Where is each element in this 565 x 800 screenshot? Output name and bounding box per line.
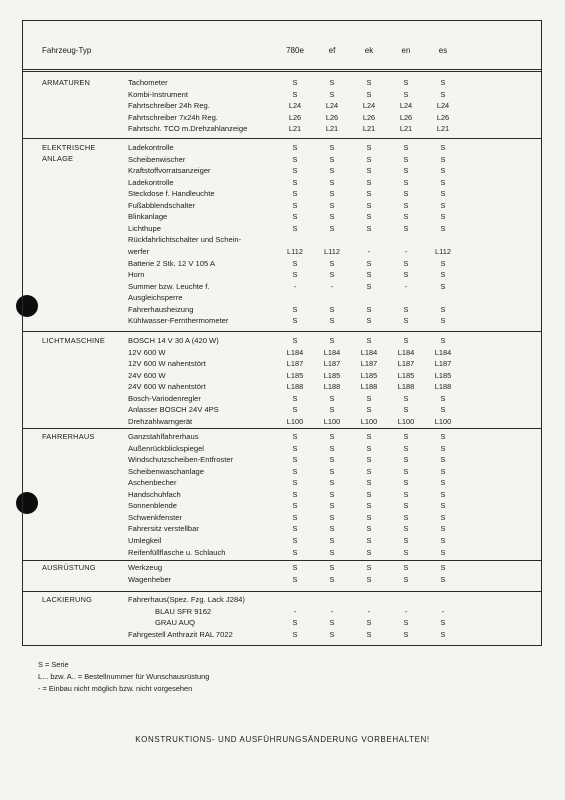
cell-value: S <box>440 258 446 268</box>
row-label: Bosch-Variodenregler <box>128 393 201 403</box>
cell-value: S <box>440 166 446 176</box>
cell-value: S <box>329 535 335 545</box>
cell-value: L100 <box>360 416 378 426</box>
cell-value: S <box>292 432 298 441</box>
cell-value: S <box>292 618 298 628</box>
cell-value: S <box>403 189 409 199</box>
cell-value: S <box>403 524 409 534</box>
row-label: Wagenheber <box>128 574 172 584</box>
cell-value: S <box>329 200 335 210</box>
cell-value: L185 <box>286 370 304 380</box>
cell-value: S <box>403 200 409 210</box>
cell-value: L188 <box>434 382 452 392</box>
row-label: Fahrtschreiber 24h Reg. <box>128 101 210 111</box>
cell-value: L184 <box>323 347 341 357</box>
cell-value: S <box>366 512 372 522</box>
section-divider <box>22 591 542 592</box>
cell-value: S <box>292 189 298 199</box>
cell-value: S <box>440 524 446 534</box>
cell-value: S <box>366 618 372 628</box>
footer-note: KONSTRUKTIONS- UND AUSFÜHRUNGSÄNDERUNG VORBEHALTEN! <box>135 735 430 744</box>
cell-value: L112 <box>324 246 340 256</box>
row-label: Außenrückblickspiegel <box>128 443 204 453</box>
cell-value: L24 <box>288 101 302 111</box>
cell-value: S <box>292 78 298 87</box>
cell-value: S <box>329 618 335 628</box>
section-title: ELEKTRISCHE <box>42 143 96 152</box>
section-title: LACKIERUNG <box>42 595 93 604</box>
section-title: ARMATUREN <box>42 78 91 87</box>
cell-value: S <box>292 489 298 499</box>
cell-value: - <box>367 606 371 616</box>
cell-value: S <box>366 212 372 222</box>
section-divider <box>22 331 542 332</box>
cell-value: S <box>403 512 409 522</box>
cell-value: L26 <box>436 112 450 122</box>
cell-value: S <box>329 547 335 557</box>
cell-value: S <box>292 512 298 522</box>
cell-value: S <box>329 443 335 453</box>
cell-value: S <box>440 574 446 584</box>
cell-value: S <box>440 89 446 99</box>
section-title: ANLAGE <box>42 154 74 163</box>
cell-value: L24 <box>399 101 413 111</box>
cell-value: S <box>440 200 446 210</box>
cell-value: S <box>292 154 298 164</box>
cell-value: S <box>403 393 409 403</box>
cell-value: S <box>403 270 409 280</box>
cell-value: - <box>330 606 334 616</box>
cell-value: L24 <box>436 101 450 111</box>
row-label: Aschenbecher <box>128 478 177 488</box>
cell-value: S <box>403 78 409 87</box>
cell-value: S <box>366 501 372 511</box>
column-header: ek <box>364 46 374 55</box>
cell-value: S <box>440 316 446 326</box>
cell-value: S <box>329 89 335 99</box>
cell-value: S <box>329 212 335 222</box>
cell-value: S <box>366 489 372 499</box>
cell-value: S <box>292 316 298 326</box>
cell-value: S <box>440 618 446 628</box>
cell-value: S <box>329 143 335 152</box>
cell-value: S <box>366 223 372 233</box>
cell-value: S <box>440 177 446 187</box>
cell-value: S <box>403 258 409 268</box>
cell-value: S <box>403 535 409 545</box>
row-label: Kraftstoffvorratsanzeiger <box>128 166 211 176</box>
cell-value: S <box>403 405 409 415</box>
cell-value: L185 <box>434 370 452 380</box>
cell-value: S <box>440 143 446 152</box>
cell-value: S <box>440 432 446 441</box>
cell-value: S <box>292 405 298 415</box>
column-header: en <box>401 46 411 55</box>
row-label: Windschutzscheiben-Entfroster <box>128 455 234 465</box>
cell-value: S <box>403 501 409 511</box>
cell-value: S <box>403 443 409 453</box>
cell-value: S <box>440 154 446 164</box>
cell-value: S <box>403 478 409 488</box>
row-label: Lichthupe <box>128 223 161 233</box>
cell-value: S <box>440 466 446 476</box>
cell-value: L187 <box>286 359 304 369</box>
section-divider <box>22 560 542 561</box>
cell-value: S <box>292 270 298 280</box>
row-label: Scheibenwaschanlage <box>128 466 204 476</box>
row-label: 24V 600 W <box>128 370 166 380</box>
cell-value: S <box>366 563 372 572</box>
row-label: Rückfahrlichtschalter und Schein- <box>128 235 242 245</box>
row-label: Summer bzw. Leuchte f. <box>128 281 210 291</box>
row-label: Steckdose f. Handleuchte <box>128 189 215 199</box>
row-label: Handschuhfach <box>128 489 181 499</box>
cell-value: S <box>366 466 372 476</box>
cell-value: L187 <box>397 359 415 369</box>
cell-value: S <box>440 189 446 199</box>
cell-value: L21 <box>399 124 413 134</box>
cell-value: S <box>403 154 409 164</box>
row-label: Werkzeug <box>128 563 163 572</box>
cell-value: L100 <box>323 416 341 426</box>
cell-value: S <box>329 512 335 522</box>
cell-value: S <box>329 455 335 465</box>
cell-value: L100 <box>434 416 452 426</box>
cell-value: S <box>292 393 298 403</box>
cell-value: S <box>329 177 335 187</box>
cell-value: S <box>440 501 446 511</box>
cell-value: S <box>329 432 335 441</box>
cell-value: S <box>366 154 372 164</box>
cell-value: S <box>440 223 446 233</box>
cell-value: S <box>366 166 372 176</box>
row-label: Fahrtschreiber 7x24h Reg. <box>128 112 218 122</box>
cell-value: - <box>293 281 297 291</box>
row-label: Fußabblendschalter <box>128 200 196 210</box>
cell-value: S <box>366 547 372 557</box>
cell-value: L26 <box>362 112 376 122</box>
header-divider <box>22 69 542 72</box>
cell-value: S <box>440 336 446 345</box>
section-title: FAHRERHAUS <box>42 432 95 441</box>
cell-value: S <box>403 304 409 314</box>
cell-value: S <box>292 223 298 233</box>
cell-value: S <box>403 455 409 465</box>
cell-value: L187 <box>360 359 378 369</box>
cell-value: S <box>403 466 409 476</box>
cell-value: S <box>366 432 372 441</box>
cell-value: - <box>293 606 297 616</box>
cell-value: S <box>440 563 446 572</box>
cell-value: L184 <box>434 347 452 357</box>
cell-value: S <box>329 223 335 233</box>
cell-value: S <box>440 405 446 415</box>
cell-value: S <box>292 563 298 572</box>
cell-value: S <box>440 393 446 403</box>
cell-value: S <box>329 524 335 534</box>
cell-value: S <box>366 270 372 280</box>
cell-value: L188 <box>397 382 415 392</box>
cell-value: L188 <box>286 382 304 392</box>
cell-value: S <box>329 166 335 176</box>
cell-value: S <box>292 455 298 465</box>
row-label: Blinkanlage <box>128 212 168 222</box>
cell-value: S <box>292 524 298 534</box>
cell-value: L100 <box>286 416 304 426</box>
cell-value: L184 <box>397 347 415 357</box>
cell-value: S <box>329 78 335 87</box>
cell-value: S <box>292 443 298 453</box>
cell-value: L184 <box>286 347 304 357</box>
cell-value: L184 <box>360 347 378 357</box>
cell-value: S <box>403 143 409 152</box>
cell-value: S <box>366 629 372 639</box>
cell-value: L185 <box>360 370 378 380</box>
cell-value: S <box>366 574 372 584</box>
cell-value: L21 <box>325 124 339 134</box>
row-label: Drehzahlwarngerät <box>128 416 193 426</box>
cell-value: S <box>403 489 409 499</box>
cell-value: S <box>403 629 409 639</box>
row-label: Ausgleichsperre <box>128 293 183 303</box>
cell-value: S <box>366 535 372 545</box>
cell-value: - <box>441 606 445 616</box>
row-label: Fahrtschr. TCO m.Drehzahlanzeige <box>128 124 248 134</box>
cell-value: S <box>366 177 372 187</box>
cell-value: S <box>440 512 446 522</box>
cell-value: S <box>329 258 335 268</box>
cell-value: S <box>329 501 335 511</box>
row-label: Umlegkeil <box>128 535 162 545</box>
cell-value: S <box>292 212 298 222</box>
cell-value: S <box>366 405 372 415</box>
row-label: Ladekontrolle <box>128 177 174 187</box>
cell-value: S <box>366 478 372 488</box>
cell-value: S <box>403 432 409 441</box>
cell-value: S <box>440 547 446 557</box>
cell-value: S <box>292 501 298 511</box>
cell-value: S <box>329 563 335 572</box>
row-label: Anlasser BOSCH 24V 4PS <box>128 405 219 415</box>
cell-value: S <box>329 405 335 415</box>
cell-value: - <box>404 246 408 256</box>
row-label: Ladekontrolle <box>128 143 174 152</box>
cell-value: L112 <box>435 246 451 256</box>
cell-value: S <box>366 393 372 403</box>
cell-value: S <box>366 143 372 152</box>
cell-value: S <box>403 316 409 326</box>
cell-value: S <box>292 166 298 176</box>
row-label: Fahrerhausheizung <box>128 304 194 314</box>
cell-value: S <box>329 336 335 345</box>
cell-value: S <box>403 563 409 572</box>
section-title: AUSRÜSTUNG <box>42 563 96 572</box>
cell-value: S <box>292 143 298 152</box>
cell-value: S <box>329 478 335 488</box>
cell-value: S <box>292 200 298 210</box>
cell-value: S <box>366 455 372 465</box>
cell-value: S <box>403 223 409 233</box>
cell-value: S <box>366 78 372 87</box>
column-header: ef <box>328 46 336 55</box>
section-title: LICHTMASCHINE <box>42 336 105 345</box>
cell-value: S <box>292 258 298 268</box>
row-label: Sonnenblende <box>128 501 177 511</box>
cell-value: S <box>292 547 298 557</box>
row-label: Schwenkfenster <box>128 512 183 522</box>
cell-value: L188 <box>360 382 378 392</box>
cell-value: L21 <box>362 124 376 134</box>
cell-value: S <box>292 89 298 99</box>
cell-value: S <box>292 535 298 545</box>
cell-value: S <box>329 393 335 403</box>
cell-value: S <box>440 281 446 291</box>
legend-line: S = Serie <box>38 660 69 669</box>
cell-value: S <box>440 535 446 545</box>
cell-value: L100 <box>397 416 415 426</box>
section-divider <box>22 138 542 139</box>
cell-value: S <box>366 200 372 210</box>
cell-value: L26 <box>325 112 339 122</box>
cell-value: L112 <box>287 246 303 256</box>
cell-value: S <box>292 304 298 314</box>
cell-value: S <box>403 177 409 187</box>
cell-value: L26 <box>399 112 413 122</box>
type-label: Fahrzeug-Typ <box>42 46 92 55</box>
row-label: Tachometer <box>128 78 168 87</box>
cell-value: S <box>440 212 446 222</box>
cell-value: S <box>366 189 372 199</box>
cell-value: S <box>366 524 372 534</box>
row-label: Batterie 2 Stk. 12 V 105 A <box>128 258 215 268</box>
cell-value: S <box>329 629 335 639</box>
cell-value: L24 <box>362 101 376 111</box>
cell-value: S <box>366 336 372 345</box>
cell-value: S <box>366 281 372 291</box>
row-label: 24V 600 W nahentstört <box>128 382 206 392</box>
cell-value: S <box>329 304 335 314</box>
cell-value: S <box>440 270 446 280</box>
cell-value: S <box>292 478 298 488</box>
cell-value: S <box>329 270 335 280</box>
cell-value: L21 <box>288 124 302 134</box>
cell-value: S <box>440 455 446 465</box>
cell-value: S <box>403 166 409 176</box>
cell-value: S <box>403 574 409 584</box>
cell-value: S <box>292 629 298 639</box>
cell-value: S <box>366 443 372 453</box>
cell-value: L24 <box>325 101 339 111</box>
cell-value: S <box>440 78 446 87</box>
cell-value: - <box>330 281 334 291</box>
cell-value: S <box>440 304 446 314</box>
cell-value: S <box>329 154 335 164</box>
cell-value: L26 <box>288 112 302 122</box>
cell-value: S <box>329 316 335 326</box>
row-label: Fahrerhaus(Spez. Fzg. Lack J284) <box>128 595 245 604</box>
cell-value: S <box>403 547 409 557</box>
row-label: GRAU AUQ <box>155 618 196 628</box>
row-label: BOSCH 14 V 30 A (420 W) <box>128 336 219 345</box>
cell-value: L188 <box>323 382 341 392</box>
row-label: Kombi-Instrument <box>128 89 188 99</box>
row-label: Reifenfüllflasche u. Schlauch <box>128 547 226 557</box>
section-divider <box>22 428 542 429</box>
row-label: 12V 600 W nahentstört <box>128 359 206 369</box>
cell-value: S <box>403 212 409 222</box>
cell-value: L185 <box>397 370 415 380</box>
cell-value: S <box>292 177 298 187</box>
cell-value: - <box>404 281 408 291</box>
row-label: BLAU SFR 9162 <box>155 606 212 616</box>
cell-value: L187 <box>323 359 341 369</box>
row-label: Horn <box>128 270 145 280</box>
row-label: Scheibenwischer <box>128 154 186 164</box>
cell-value: L187 <box>434 359 452 369</box>
column-header: 780e <box>286 46 304 55</box>
legend-line: L... bzw. A.. = Bestellnummer für Wunschausrüstung <box>38 672 210 681</box>
cell-value: S <box>440 629 446 639</box>
legend-line: - = Einbau nicht möglich bzw. nicht vorgesehen <box>38 684 193 693</box>
row-label: werfer <box>128 246 150 256</box>
cell-value: S <box>329 466 335 476</box>
cell-value: S <box>366 89 372 99</box>
cell-value: S <box>329 574 335 584</box>
cell-value: - <box>404 606 408 616</box>
row-label: Fahrersitz verstellbar <box>128 524 199 534</box>
cell-value: S <box>403 618 409 628</box>
row-label: 12V 600 W <box>128 347 166 357</box>
cell-value: S <box>440 489 446 499</box>
cell-value: L21 <box>436 124 450 134</box>
row-label: Fahrgestell Anthrazit RAL 7022 <box>128 629 233 639</box>
column-header: es <box>438 46 448 55</box>
cell-value: S <box>366 304 372 314</box>
cell-value: S <box>292 574 298 584</box>
cell-value: S <box>292 336 298 345</box>
cell-value: - <box>367 246 371 256</box>
cell-value: S <box>292 466 298 476</box>
cell-value: S <box>329 189 335 199</box>
cell-value: S <box>366 316 372 326</box>
row-label: Kühlwasser-Fernthermometer <box>128 316 229 326</box>
cell-value: S <box>403 89 409 99</box>
cell-value: L185 <box>323 370 341 380</box>
cell-value: S <box>440 443 446 453</box>
cell-value: S <box>366 258 372 268</box>
cell-value: S <box>329 489 335 499</box>
cell-value: S <box>403 336 409 345</box>
row-label: Ganzstahlfahrerhaus <box>128 432 199 441</box>
cell-value: S <box>440 478 446 488</box>
